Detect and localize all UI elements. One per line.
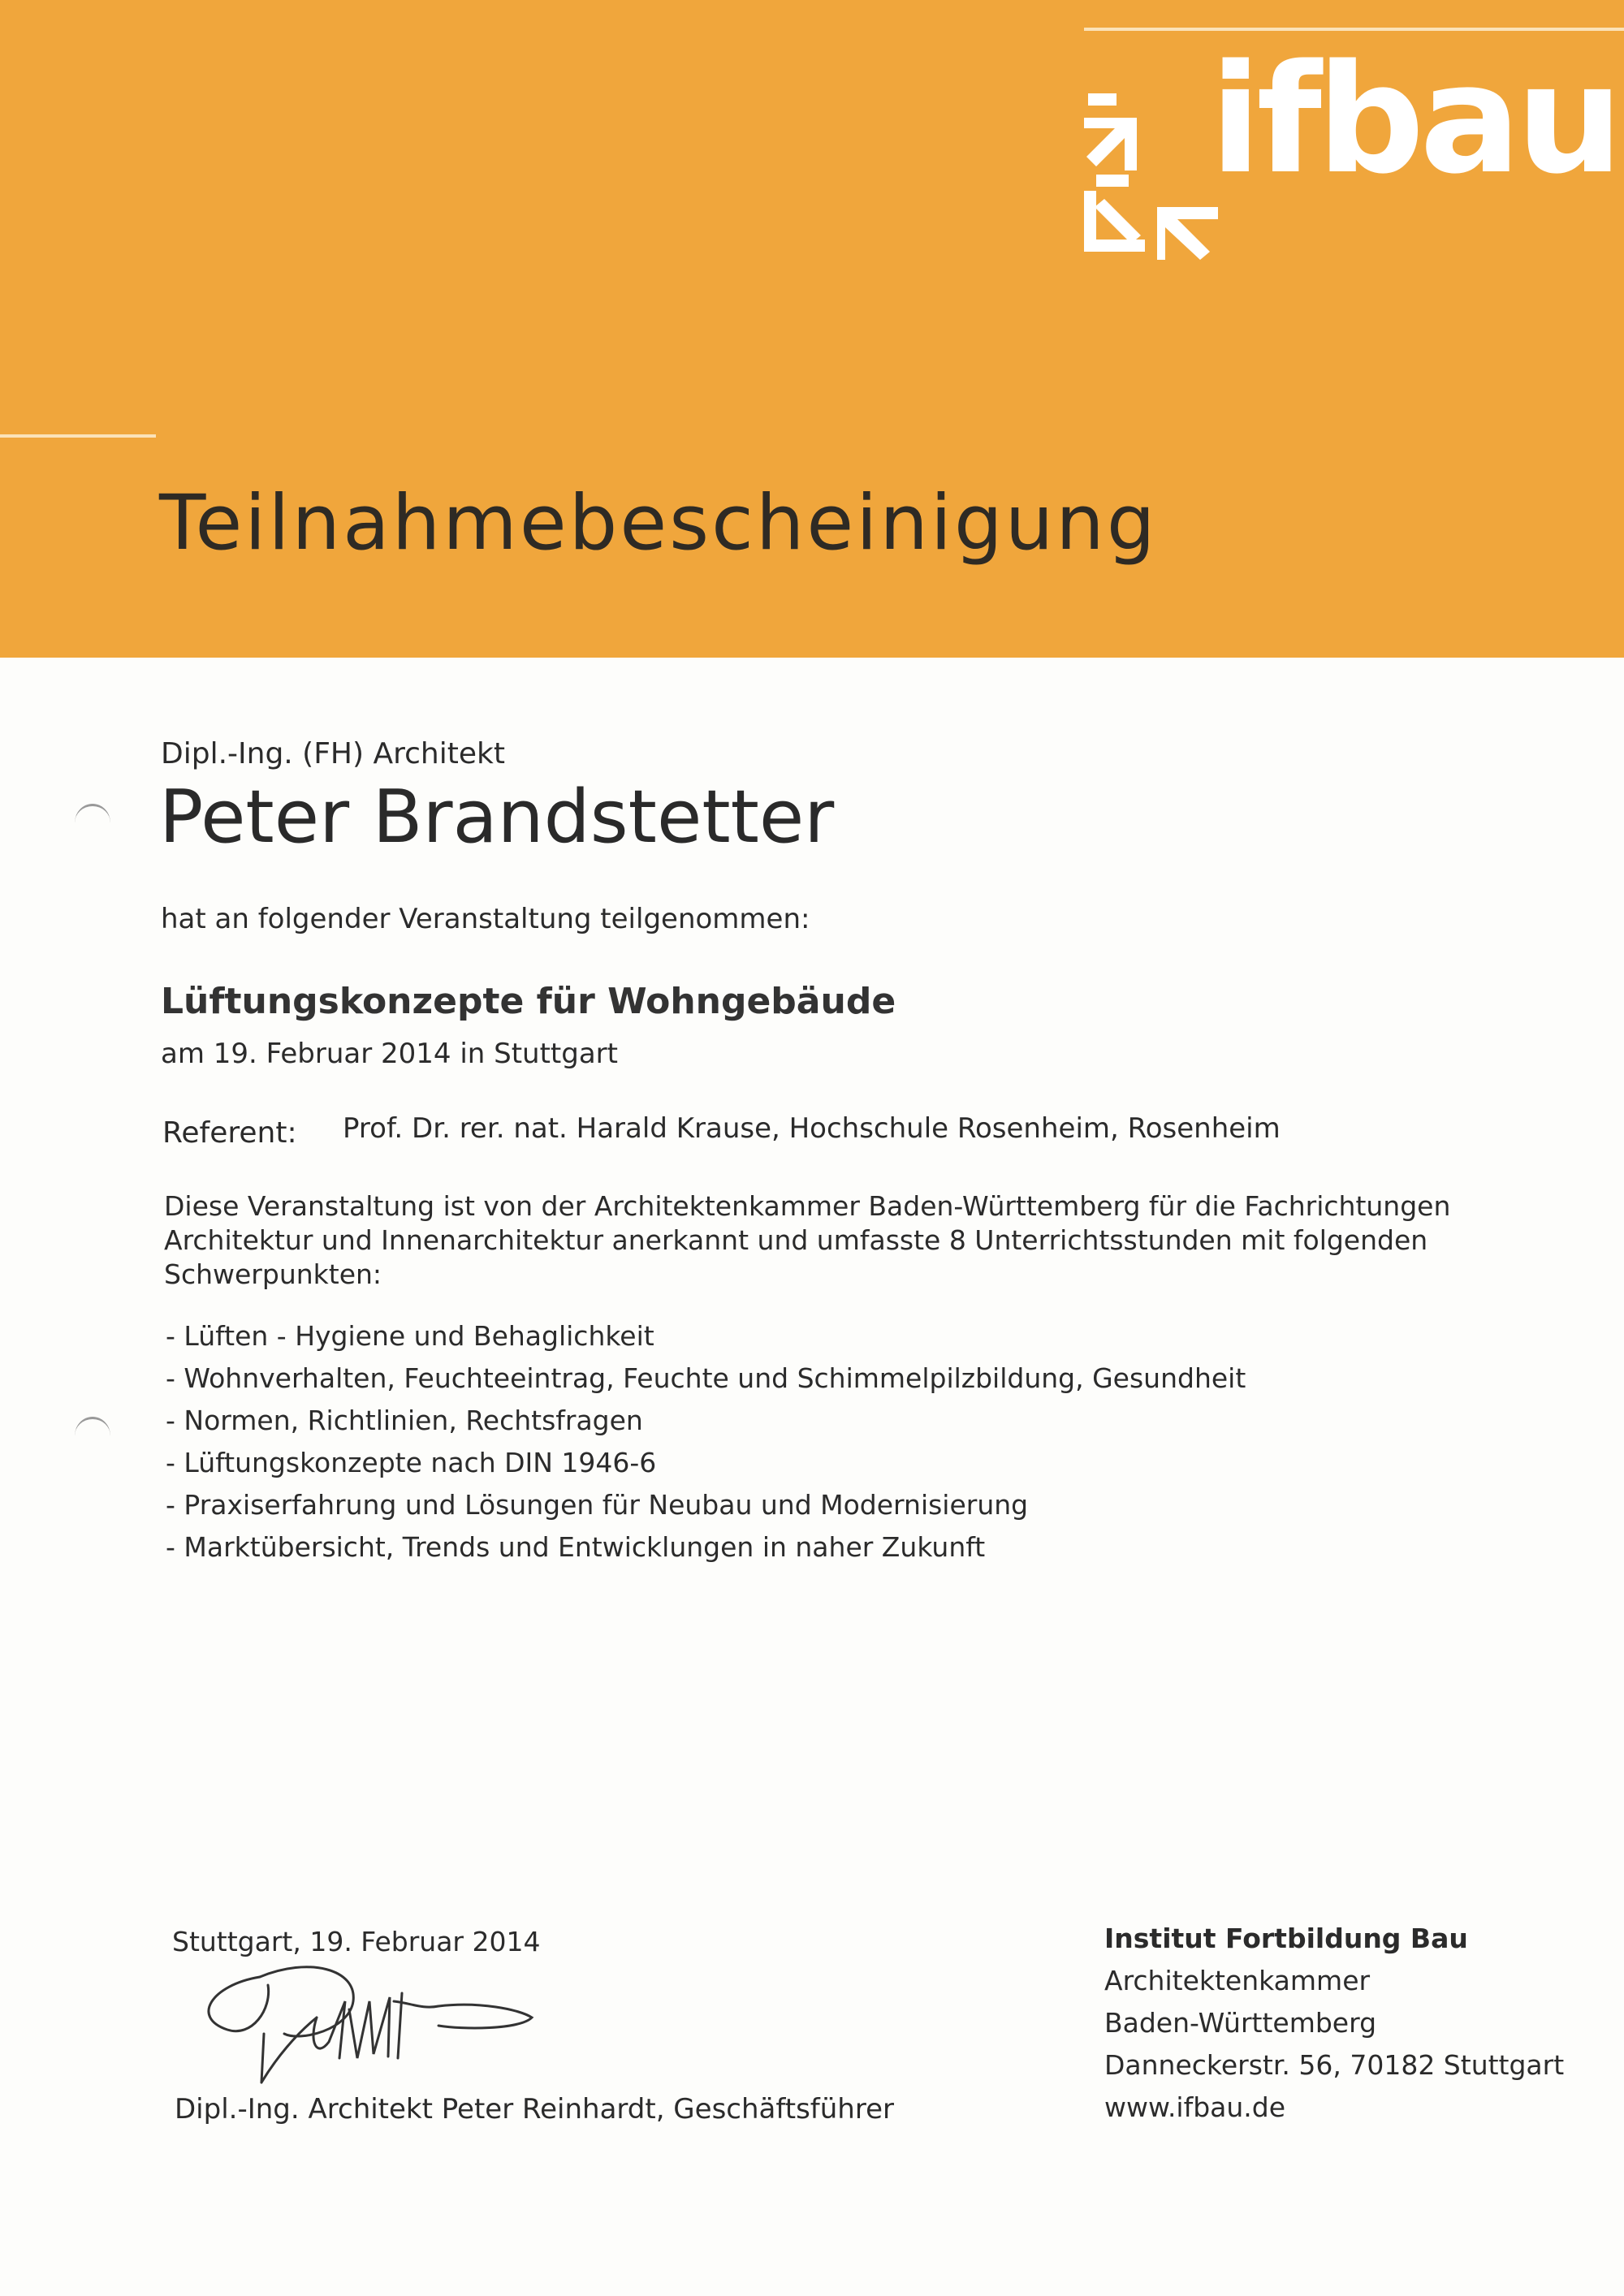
org-line-1: Architektenkammer xyxy=(1104,1965,1371,1996)
list-item: - Normen, Richtlinien, Rechtsfragen xyxy=(166,1405,643,1436)
event-description: Diese Veranstaltung ist von der Architektenkammer Baden-Württemberg für die Fachrichtungen Architektur und Innenarchitektur anerkannt und umfasste 8 Unterrichtsstunden mit folgenden Schwerpunkten: xyxy=(164,1190,1451,1290)
participant-name: Peter Brandstetter xyxy=(159,775,835,860)
list-item: - Wohnverhalten, Feuchteeintrag, Feuchte und Schimmelpilzbildung, Gesundheit xyxy=(166,1362,1246,1394)
list-item: - Marktübersicht, Trends und Entwicklungen in naher Zukunft xyxy=(166,1531,986,1563)
org-address: Danneckerstr. 56, 70182 Stuttgart xyxy=(1104,2049,1565,2081)
org-name: Institut Fortbildung Bau xyxy=(1104,1923,1468,1954)
list-item: - Lüftungskonzepte nach DIN 1946-6 xyxy=(166,1447,657,1478)
logo-wordmark: ifbau xyxy=(1210,32,1618,207)
event-title: Lüftungskonzepte für Wohngebäude xyxy=(161,981,896,1022)
punch-hole-mark xyxy=(75,804,110,842)
signature-image xyxy=(195,1953,544,2095)
event-date-place: am 19. Februar 2014 in Stuttgart xyxy=(161,1038,618,1070)
ifbau-logo xyxy=(1080,32,1618,264)
header-rule-top xyxy=(1084,28,1624,31)
punch-hole-mark xyxy=(75,1417,110,1455)
topic-list xyxy=(166,1315,1246,1569)
certificate-title: Teilnahmebescheinigung xyxy=(159,479,1158,568)
referent-value: Prof. Dr. rer. nat. Harald Krause, Hochschule Rosenheim, Rosenheim xyxy=(343,1112,1281,1145)
attended-text: hat an folgender Veranstaltung teilgenommen: xyxy=(161,903,810,935)
header-rule-left xyxy=(0,434,156,438)
signing-place-date: Stuttgart, 19. Februar 2014 xyxy=(172,1926,541,1957)
header-band xyxy=(0,0,1624,658)
list-item: - Praxiserfahrung und Lösungen für Neubau und Modernisierung xyxy=(166,1489,1029,1521)
referent-label: Referent: xyxy=(162,1116,297,1150)
list-item: - Lüften - Hygiene und Behaglichkeit xyxy=(166,1320,654,1352)
org-website: www.ifbau.de xyxy=(1104,2091,1286,2123)
participant-degree: Dipl.-Ing. (FH) Architekt xyxy=(161,737,505,770)
org-line-2: Baden-Württemberg xyxy=(1104,2007,1377,2039)
organization-block xyxy=(1104,1918,1564,2129)
signer-name: Dipl.-Ing. Architekt Peter Reinhardt, Geschäftsführer xyxy=(175,2093,894,2126)
